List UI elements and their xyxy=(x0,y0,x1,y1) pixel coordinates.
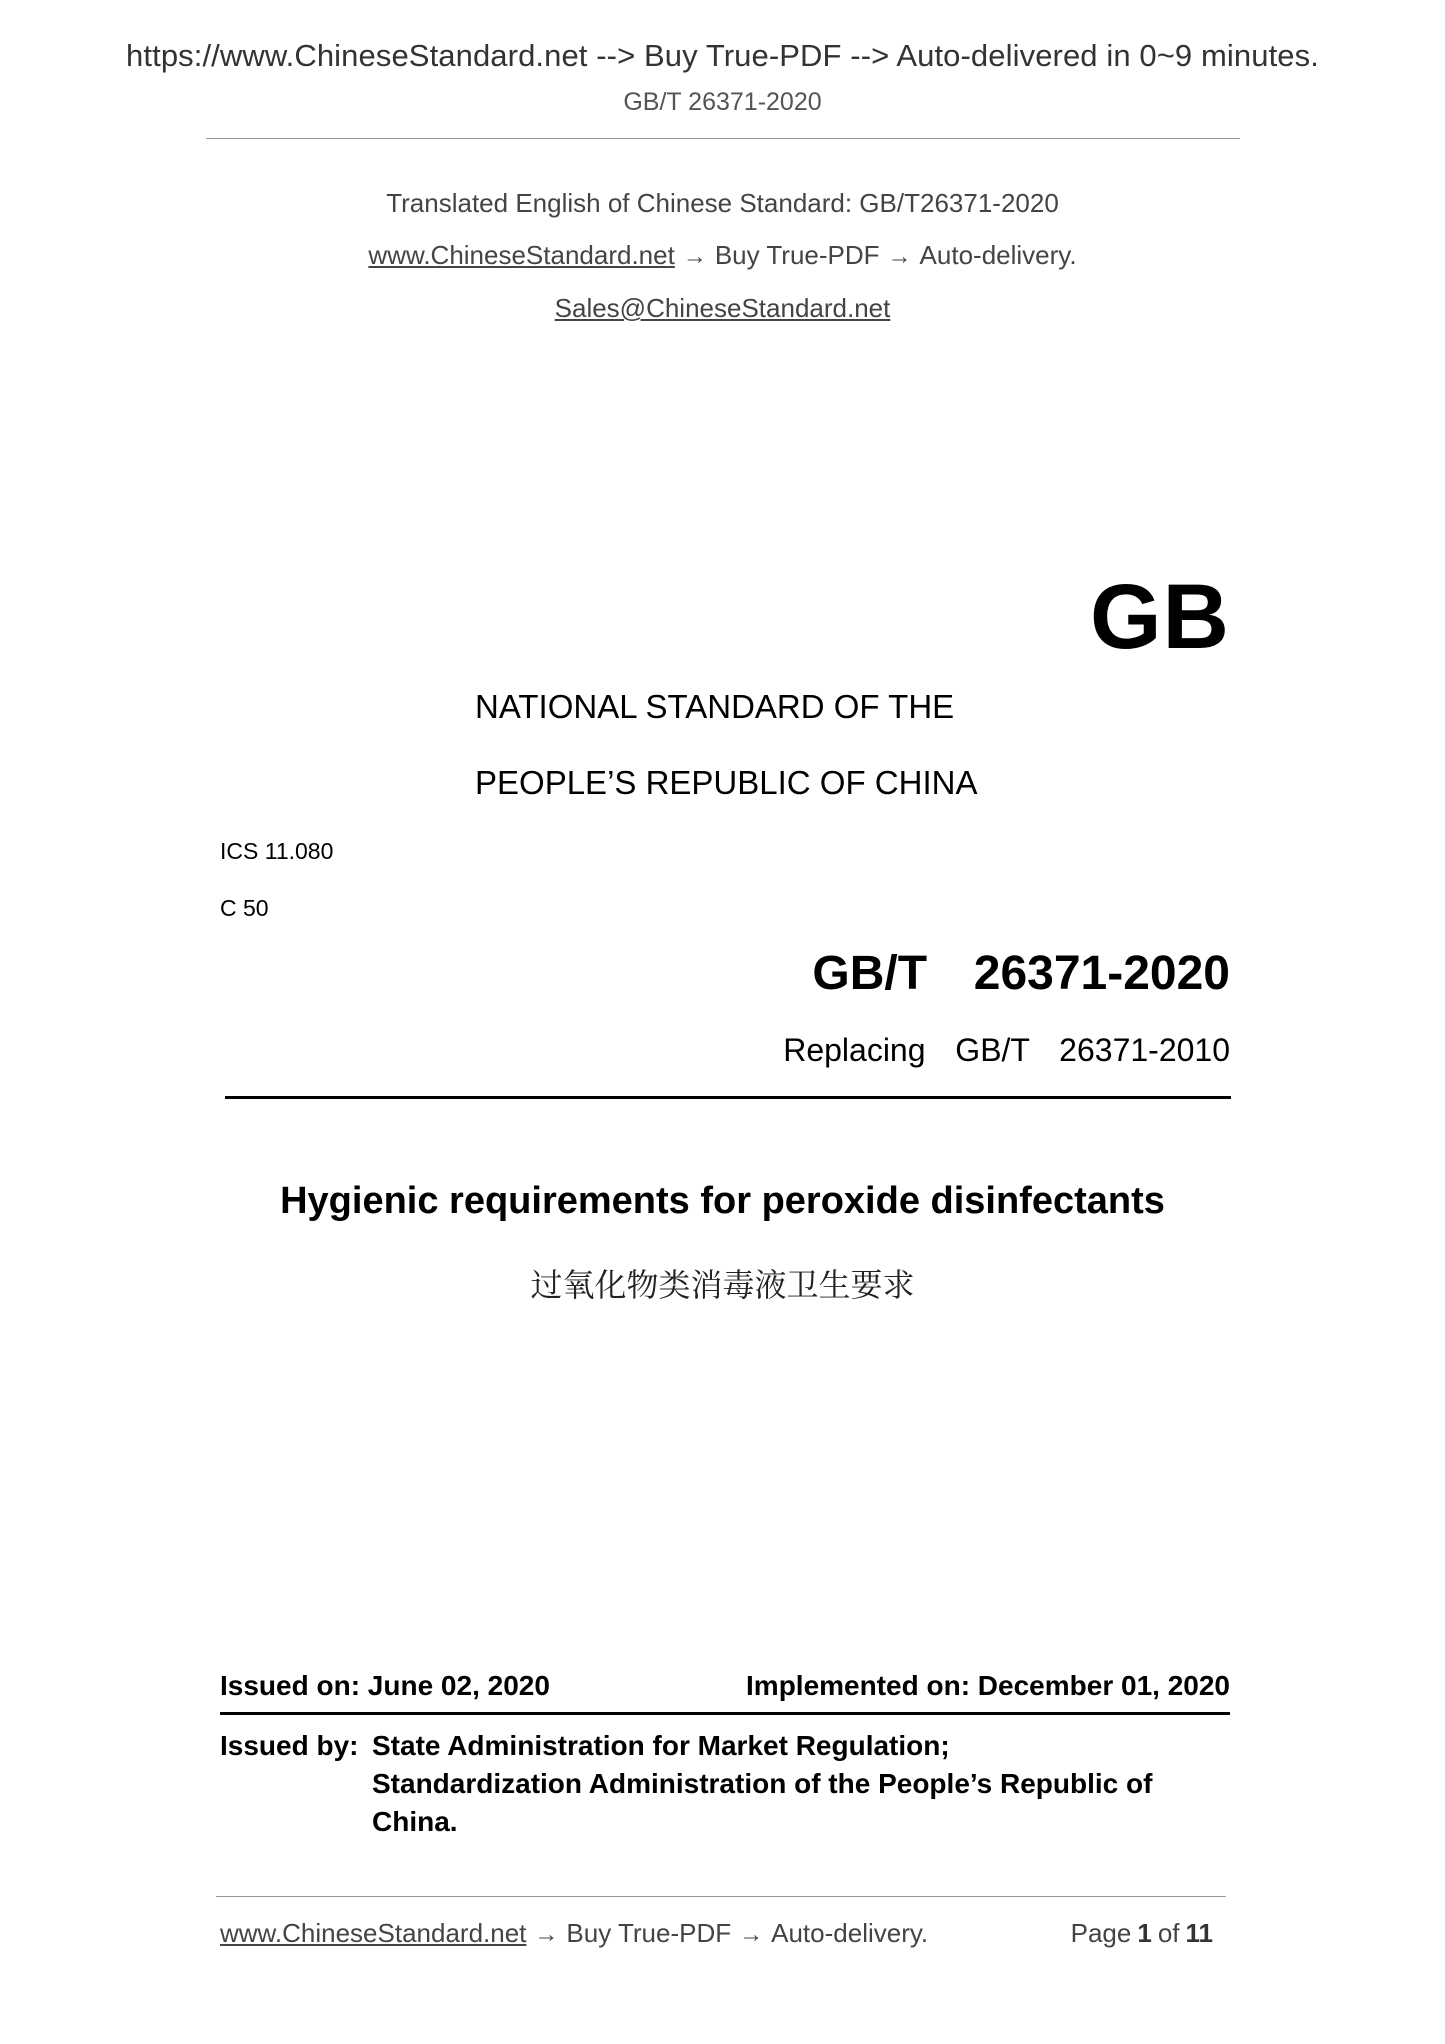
right-arrow-icon: → xyxy=(534,1921,559,1948)
issuer-2: Standardization Administration of the People’s Republic of China. xyxy=(372,1768,1153,1837)
issued-by-label: Issued by: xyxy=(220,1730,359,1761)
gb-mark: GB xyxy=(1090,566,1230,668)
sales-email-link[interactable]: Sales@ChineseStandard.net xyxy=(554,293,891,323)
page-number: 1 xyxy=(1137,1918,1152,1948)
issued-on-date: Issued on: June 02, 2020 xyxy=(220,1670,550,1701)
translation-links xyxy=(0,240,1445,271)
footer-buy-text: Buy True-PDF xyxy=(566,1918,732,1948)
footer-divider xyxy=(216,1896,1226,1897)
issuer-1: State Administration for Market Regulation; xyxy=(372,1730,950,1761)
standard-number: GB/T 26371-2020 xyxy=(812,947,1230,1000)
header-divider xyxy=(206,138,1240,139)
site-link[interactable]: www.ChineseStandard.net xyxy=(368,240,675,270)
title-chinese: 过氧化物类消毒液卫生要求 xyxy=(530,1266,915,1304)
delivery-text: Auto-delivery. xyxy=(919,240,1077,270)
standard-divider xyxy=(225,1096,1231,1099)
footer-delivery-text: Auto-delivery. xyxy=(771,1918,929,1948)
of-label: of xyxy=(1157,1918,1180,1948)
email-line xyxy=(0,293,1445,324)
page-total: 11 xyxy=(1185,1918,1213,1948)
right-arrow-icon: → xyxy=(739,1921,764,1948)
header-url-line: https://www.ChineseStandard.net --> Buy True-PDF --> Auto-delivered in 0~9 minutes. xyxy=(126,38,1319,73)
header-standard-code: GB/T 26371-2020 xyxy=(623,88,822,116)
page-indicator xyxy=(1071,1918,1219,1949)
right-arrow-icon: → xyxy=(682,243,707,270)
footer-site-link[interactable]: www.ChineseStandard.net xyxy=(220,1918,527,1948)
footer-links xyxy=(220,1918,928,1949)
replacing-standard: Replacing GB/T 26371-2010 xyxy=(783,1032,1230,1068)
implemented-on-date: Implemented on: December 01, 2020 xyxy=(746,1670,1230,1701)
buy-text: Buy True-PDF xyxy=(714,240,880,270)
issued-by-value xyxy=(372,1727,1222,1841)
right-arrow-icon: → xyxy=(887,243,912,270)
issue-divider xyxy=(220,1712,1230,1715)
classification-code: C 50 xyxy=(220,895,269,921)
page-label: Page xyxy=(1070,1918,1132,1948)
translation-notice: Translated English of Chinese Standard: GB/T26371-2020 xyxy=(386,188,1059,218)
title-english: Hygienic requirements for peroxide disinfectants xyxy=(280,1180,1165,1222)
ics-code: ICS 11.080 xyxy=(220,838,334,864)
national-standard-line2: PEOPLE’S REPUBLIC OF CHINA xyxy=(475,764,978,801)
issued-by-block xyxy=(220,1727,1230,1841)
national-standard-line1: NATIONAL STANDARD OF THE xyxy=(475,688,955,725)
